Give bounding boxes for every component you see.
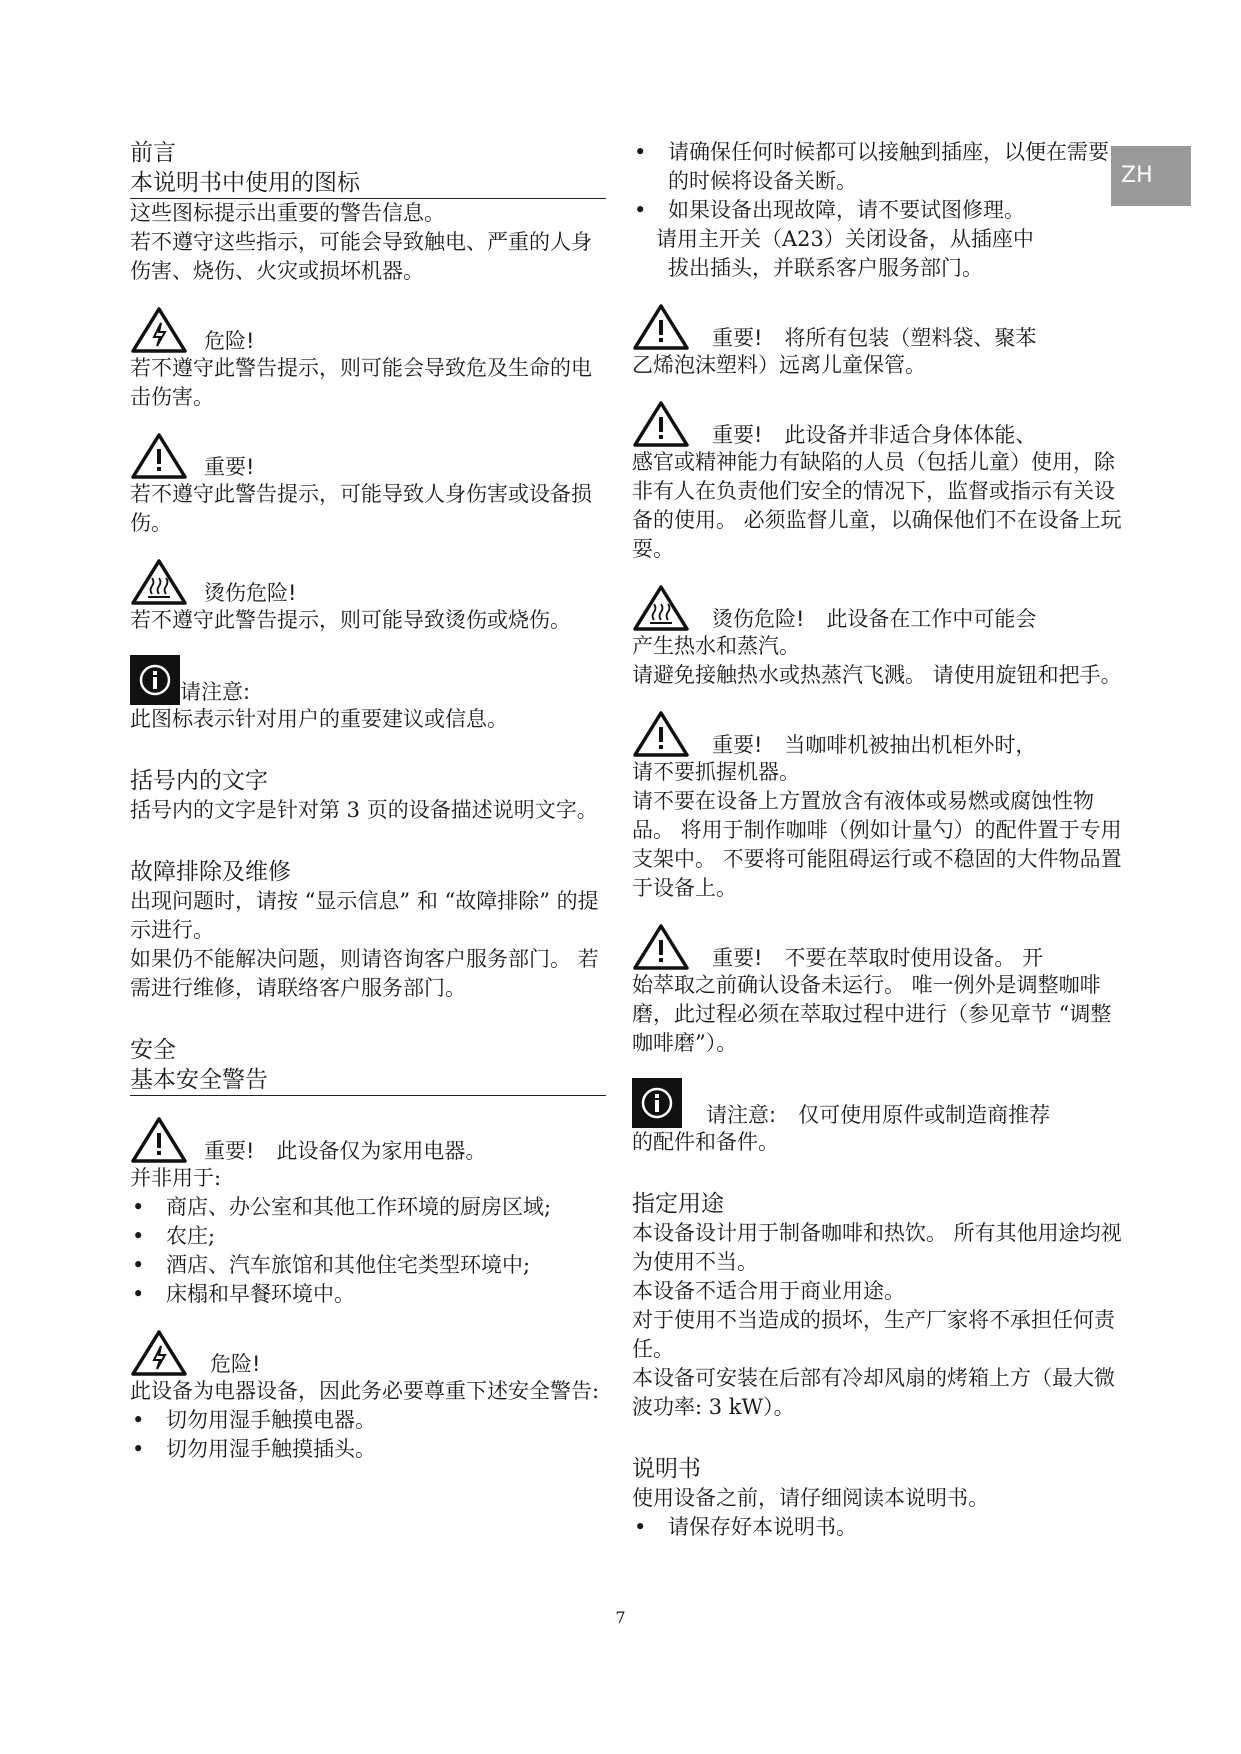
- safety-danger-label: 危险!: [210, 1352, 261, 1376]
- hot-surface-icon: [130, 558, 188, 606]
- burn-warning-text-c: 请避免接触热水或热蒸汽飞溅。 请使用旋钮和把手。: [632, 663, 1122, 687]
- brewing-warning-label: 重要!: [712, 946, 763, 970]
- danger-legend: [130, 306, 606, 354]
- manual-title: 说明书: [632, 1456, 701, 1482]
- troubleshooting-text-2: 如果仍不能解决问题，则请咨询客户服务部门。 若需进行维修，请联络客户服务部门。: [130, 947, 599, 1000]
- burn-warning-text-a: 此设备在工作中可能会: [826, 607, 1037, 631]
- list-item: • 酒店、汽车旅馆和其他住宅类型环境中;: [130, 1251, 606, 1280]
- packaging-warning-text-a: 将所有包装（塑料袋、聚苯: [784, 326, 1037, 350]
- info-icon: [130, 655, 180, 705]
- safety-subtitle: 基本安全警告: [130, 1065, 606, 1096]
- packaging-warning-text-b: 乙烯泡沫塑料）远离儿童保管。: [632, 353, 926, 377]
- hot-surface-icon: [632, 584, 690, 632]
- list-item: • 商店、办公室和其他工作环境的厨房区域;: [130, 1193, 606, 1222]
- cabinet-warning: [632, 710, 1122, 758]
- list-item: • 如果设备出现故障，请不要试图修理。: [632, 196, 1122, 225]
- packaging-warning: [632, 303, 1122, 351]
- warning-icon: [632, 923, 690, 971]
- brewing-warning-text-b: 始萃取之前确认设备未运行。 唯一例外是调整咖啡磨，此过程必须在萃取过程中进行（参见章节 “调整咖啡磨”）。: [632, 973, 1112, 1055]
- warning-icon: [632, 710, 690, 758]
- list-item: • 切勿用湿手触摸电器。: [130, 1406, 606, 1435]
- note-legend: [130, 655, 606, 705]
- list-item: • 床榻和早餐环境中。: [130, 1280, 606, 1309]
- brewing-warning-text-a: 不要在萃取时使用设备。 开: [784, 946, 1044, 970]
- intended-use-text-4: 本设备可安装在后部有冷却风扇的烤箱上方（最大微波功率: 3 kW）。: [632, 1366, 1115, 1419]
- safety-important-warning: [130, 1116, 606, 1164]
- note-text: 此图标表示针对用户的重要建议或信息。: [130, 707, 508, 731]
- list-item: • 请保存好本说明书。: [632, 1513, 1122, 1542]
- language-tab: ZH: [1111, 146, 1191, 206]
- outlet-repair-list: [632, 138, 1122, 225]
- intended-use-text-2: 本设备不适合用于商业用途。: [632, 1279, 905, 1303]
- manual-list: [632, 1513, 1122, 1542]
- packaging-warning-label: 重要!: [712, 326, 763, 350]
- capability-warning: [632, 400, 1122, 448]
- danger-label: 危险!: [204, 329, 255, 353]
- electric-danger-icon: [130, 306, 188, 354]
- cabinet-warning-text-b: 请不要抓握机器。: [632, 760, 800, 784]
- brackets-text: 括号内的文字是针对第 3 页的设备描述说明文字。: [130, 798, 598, 822]
- burn-text: 若不遵守此警告提示，则可能导致烫伤或烧伤。: [130, 608, 571, 632]
- capability-warning-label: 重要!: [712, 423, 763, 447]
- troubleshooting-title: 故障排除及维修: [130, 859, 291, 885]
- burn-warning-label: 烫伤危险!: [712, 607, 805, 631]
- icons-intro-1: 这些图标提示出重要的警告信息。: [130, 201, 445, 225]
- important-text: 若不遵守此警告提示，可能导致人身伤害或设备损伤。: [130, 482, 592, 535]
- manual-text: 使用设备之前，请仔细阅读本说明书。: [632, 1486, 989, 1510]
- parts-note-label: 请注意:: [706, 1103, 777, 1127]
- list-item: • 切勿用湿手触摸插头。: [130, 1435, 606, 1464]
- section-title-foreword: 前言: [130, 140, 176, 166]
- parts-note-text-b: 的配件和备件。: [632, 1130, 779, 1154]
- warning-icon: [632, 400, 690, 448]
- repair-continuation-2: 拔出插头，并联系客户服务部门。: [668, 256, 983, 280]
- not-for-list: [130, 1193, 606, 1309]
- burn-label: 烫伤危险!: [204, 581, 297, 605]
- capability-warning-text-a: 此设备并非适合身体体能、: [784, 423, 1037, 447]
- brackets-title: 括号内的文字: [130, 768, 268, 794]
- troubleshooting-text-1: 出现问题时，请按 “显示信息” 和 “故障排除” 的提示进行。: [130, 889, 599, 942]
- safety-important-text: 此设备仅为家用电器。: [276, 1139, 487, 1163]
- list-item: • 农庄;: [130, 1222, 606, 1251]
- safety-important-label: 重要!: [204, 1139, 255, 1163]
- burn-warning-text-b: 产生热水和蒸汽。: [632, 634, 800, 658]
- cabinet-warning-text-a: 当咖啡机被抽出机柜外时，: [784, 733, 1037, 757]
- danger-text: 若不遵守此警告提示，则可能会导致危及生命的电击伤害。: [130, 356, 592, 409]
- burn-warning: [632, 584, 1122, 632]
- cabinet-warning-label: 重要!: [712, 733, 763, 757]
- icons-intro-2: 若不遵守这些指示，可能会导致触电、严重的人身伤害、烧伤、火灾或损坏机器。: [130, 230, 592, 283]
- safety-title: 安全: [130, 1037, 176, 1063]
- intended-use-text-1: 本设备设计用于制备咖啡和热饮。 所有其他用途均视为使用不当。: [632, 1221, 1122, 1274]
- warning-icon: [130, 432, 188, 480]
- intended-use-text-3: 对于使用不当造成的损坏，生产厂家将不承担任何责任。: [632, 1308, 1115, 1361]
- parts-note-text-a: 仅可使用原件或制造商推荐: [798, 1103, 1051, 1127]
- right-column: [632, 138, 1122, 1542]
- important-legend: [130, 432, 606, 480]
- important-label: 重要!: [204, 455, 255, 479]
- section-title-icons: 本说明书中使用的图标: [130, 168, 606, 199]
- note-label: 请注意:: [180, 680, 251, 704]
- intended-use-title: 指定用途: [632, 1191, 724, 1217]
- burn-legend: [130, 558, 606, 606]
- brewing-warning: [632, 923, 1122, 971]
- page-number: 7: [615, 1608, 626, 1627]
- cabinet-warning-text-c: 请不要在设备上方置放含有液体或易燃或腐蚀性物品。 将用于制作咖啡（例如计量勺）的配件置于专用支架中。 不要将可能阻碍运行或不稳固的大件物品置于设备上。: [632, 789, 1122, 900]
- capability-warning-text-b: 感官或精神能力有缺陷的人员（包括儿童）使用，除非有人在负责他们安全的情况下，监督或指示有关设备的使用。 必须监督儿童，以确保他们不在设备上玩耍。: [632, 450, 1122, 561]
- info-icon: [632, 1078, 682, 1128]
- safety-danger-warning: [130, 1329, 606, 1377]
- repair-continuation-1: 请用主开关（A23）关闭设备，从插座中: [656, 227, 1034, 251]
- warning-icon: [130, 1116, 188, 1164]
- parts-note: [632, 1078, 1122, 1128]
- not-for-text: 并非用于:: [130, 1166, 222, 1190]
- danger-list: [130, 1406, 606, 1464]
- electric-danger-icon: [130, 1329, 188, 1377]
- safety-danger-text: 此设备为电器设备，因此务必要尊重下述安全警告:: [130, 1379, 600, 1403]
- list-item: • 请确保任何时候都可以接触到插座，以便在需要的时候将设备关断。: [632, 138, 1122, 196]
- left-column: [130, 138, 606, 1464]
- warning-icon: [632, 303, 690, 351]
